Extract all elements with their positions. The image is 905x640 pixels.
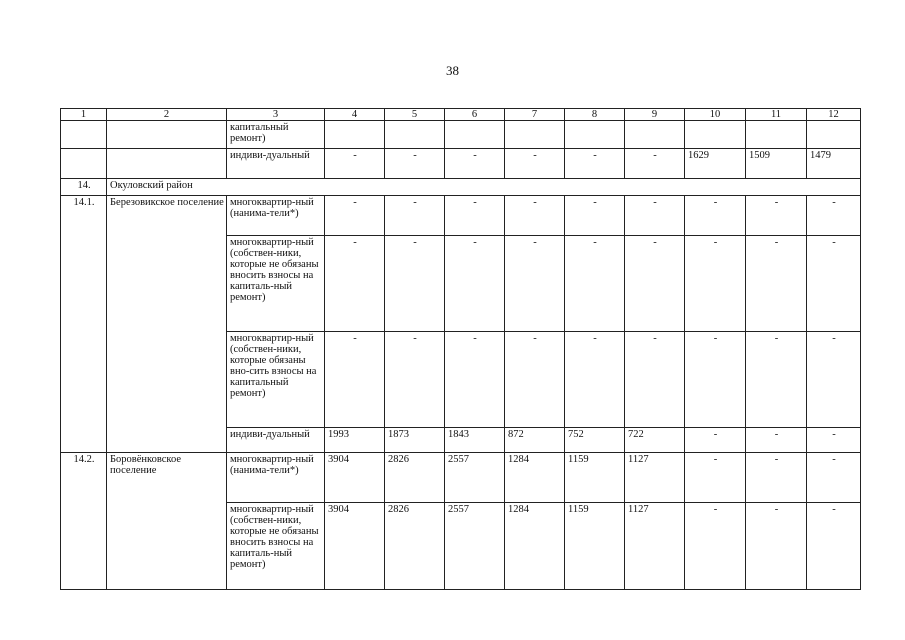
value-cell: - bbox=[746, 428, 807, 453]
value-cell: - bbox=[625, 332, 685, 428]
value-cell: - bbox=[625, 236, 685, 332]
column-number-cell: 1 bbox=[61, 109, 107, 121]
value-cell: - bbox=[505, 196, 565, 236]
value-cell: - bbox=[565, 332, 625, 428]
value-cell: - bbox=[625, 196, 685, 236]
column-number-cell: 5 bbox=[385, 109, 445, 121]
housing-type-cell: индиви-дуальный bbox=[227, 428, 325, 453]
page-number: 38 bbox=[446, 63, 459, 78]
value-cell: - bbox=[325, 236, 385, 332]
value-cell: - bbox=[746, 332, 807, 428]
value-cell: - bbox=[505, 236, 565, 332]
table-row bbox=[61, 196, 861, 236]
column-number-cell: 2 bbox=[107, 109, 227, 121]
value-cell: 752 bbox=[565, 428, 625, 453]
value-cell bbox=[385, 121, 445, 149]
table-row bbox=[61, 149, 861, 179]
value-cell: - bbox=[505, 332, 565, 428]
empty-cell bbox=[107, 149, 227, 179]
value-cell: - bbox=[807, 196, 861, 236]
value-cell: 1127 bbox=[625, 503, 685, 590]
value-cell bbox=[685, 121, 746, 149]
settlement-name: Березовикское поселение bbox=[107, 196, 227, 453]
value-cell: - bbox=[385, 196, 445, 236]
value-cell: 1843 bbox=[445, 428, 505, 453]
value-cell: 2826 bbox=[385, 453, 445, 503]
table-row bbox=[61, 121, 861, 149]
housing-type-cell: капитальный ремонт) bbox=[227, 121, 325, 149]
value-cell: 1509 bbox=[746, 149, 807, 179]
value-cell: - bbox=[385, 236, 445, 332]
value-cell: 1284 bbox=[505, 453, 565, 503]
column-number-row bbox=[61, 109, 861, 121]
value-cell: 722 bbox=[625, 428, 685, 453]
value-cell bbox=[746, 121, 807, 149]
column-number-cell: 6 bbox=[445, 109, 505, 121]
value-cell: - bbox=[746, 503, 807, 590]
housing-type-cell: многоквартир-ный (собствен-ники, которые обязаны вно-сить взносы на капитальный ремонт) bbox=[227, 332, 325, 428]
value-cell: - bbox=[807, 428, 861, 453]
value-cell: - bbox=[445, 236, 505, 332]
housing-type-cell: многоквартир-ный (нанима-тели*) bbox=[227, 196, 325, 236]
housing-type-cell: многоквартир-ный (собствен-ники, которые не обязаны вносить взносы на капиталь-ный ремонт) bbox=[227, 503, 325, 590]
housing-type-cell: многоквартир-ный (нанима-тели*) bbox=[227, 453, 325, 503]
settlement-number: 14.1. bbox=[61, 196, 107, 453]
value-cell bbox=[565, 121, 625, 149]
column-number-cell: 3 bbox=[227, 109, 325, 121]
value-cell: 872 bbox=[505, 428, 565, 453]
value-cell: 1479 bbox=[807, 149, 861, 179]
value-cell: 1629 bbox=[685, 149, 746, 179]
table-body bbox=[61, 109, 861, 590]
section-number: 14. bbox=[61, 179, 107, 196]
value-cell: - bbox=[445, 332, 505, 428]
settlement-number: 14.2. bbox=[61, 453, 107, 590]
value-cell: - bbox=[746, 453, 807, 503]
value-cell: - bbox=[325, 332, 385, 428]
value-cell: - bbox=[625, 149, 685, 179]
housing-type-cell: многоквартир-ный (собствен-ники, которые не обязаны вносить взносы на капиталь-ный ремонт) bbox=[227, 236, 325, 332]
value-cell: - bbox=[746, 196, 807, 236]
value-cell: - bbox=[685, 236, 746, 332]
tariff-table bbox=[60, 108, 861, 590]
value-cell: - bbox=[385, 149, 445, 179]
empty-cell bbox=[61, 149, 107, 179]
housing-type-cell: индиви-дуальный bbox=[227, 149, 325, 179]
value-cell: - bbox=[325, 196, 385, 236]
value-cell: - bbox=[565, 149, 625, 179]
value-cell: - bbox=[445, 149, 505, 179]
value-cell: - bbox=[685, 503, 746, 590]
empty-cell bbox=[61, 121, 107, 149]
column-number-cell: 7 bbox=[505, 109, 565, 121]
value-cell: 1873 bbox=[385, 428, 445, 453]
column-number-cell: 4 bbox=[325, 109, 385, 121]
value-cell: - bbox=[325, 149, 385, 179]
value-cell: - bbox=[685, 453, 746, 503]
value-cell: 1284 bbox=[505, 503, 565, 590]
value-cell: - bbox=[807, 453, 861, 503]
value-cell: 2826 bbox=[385, 503, 445, 590]
column-number-cell: 10 bbox=[685, 109, 746, 121]
value-cell: 1993 bbox=[325, 428, 385, 453]
value-cell: - bbox=[807, 332, 861, 428]
value-cell: 2557 bbox=[445, 503, 505, 590]
value-cell bbox=[625, 121, 685, 149]
section-name: Окуловский район bbox=[107, 179, 861, 196]
value-cell: - bbox=[385, 332, 445, 428]
value-cell: 3904 bbox=[325, 453, 385, 503]
value-cell: - bbox=[565, 236, 625, 332]
column-number-cell: 9 bbox=[625, 109, 685, 121]
value-cell: 2557 bbox=[445, 453, 505, 503]
value-cell: 3904 bbox=[325, 503, 385, 590]
value-cell bbox=[325, 121, 385, 149]
value-cell: - bbox=[807, 236, 861, 332]
value-cell: 1159 bbox=[565, 503, 625, 590]
value-cell: - bbox=[565, 196, 625, 236]
empty-cell bbox=[107, 121, 227, 149]
column-number-cell: 12 bbox=[807, 109, 861, 121]
value-cell: - bbox=[807, 503, 861, 590]
value-cell: - bbox=[505, 149, 565, 179]
column-number-cell: 11 bbox=[746, 109, 807, 121]
value-cell: 1159 bbox=[565, 453, 625, 503]
column-number-cell: 8 bbox=[565, 109, 625, 121]
value-cell bbox=[505, 121, 565, 149]
value-cell: - bbox=[445, 196, 505, 236]
value-cell bbox=[807, 121, 861, 149]
value-cell: - bbox=[685, 428, 746, 453]
table-row bbox=[61, 453, 861, 503]
value-cell: - bbox=[746, 236, 807, 332]
settlement-name: Боровёнковское поселение bbox=[107, 453, 227, 590]
value-cell: 1127 bbox=[625, 453, 685, 503]
value-cell bbox=[445, 121, 505, 149]
section-row bbox=[61, 179, 861, 196]
value-cell: - bbox=[685, 196, 746, 236]
value-cell: - bbox=[685, 332, 746, 428]
